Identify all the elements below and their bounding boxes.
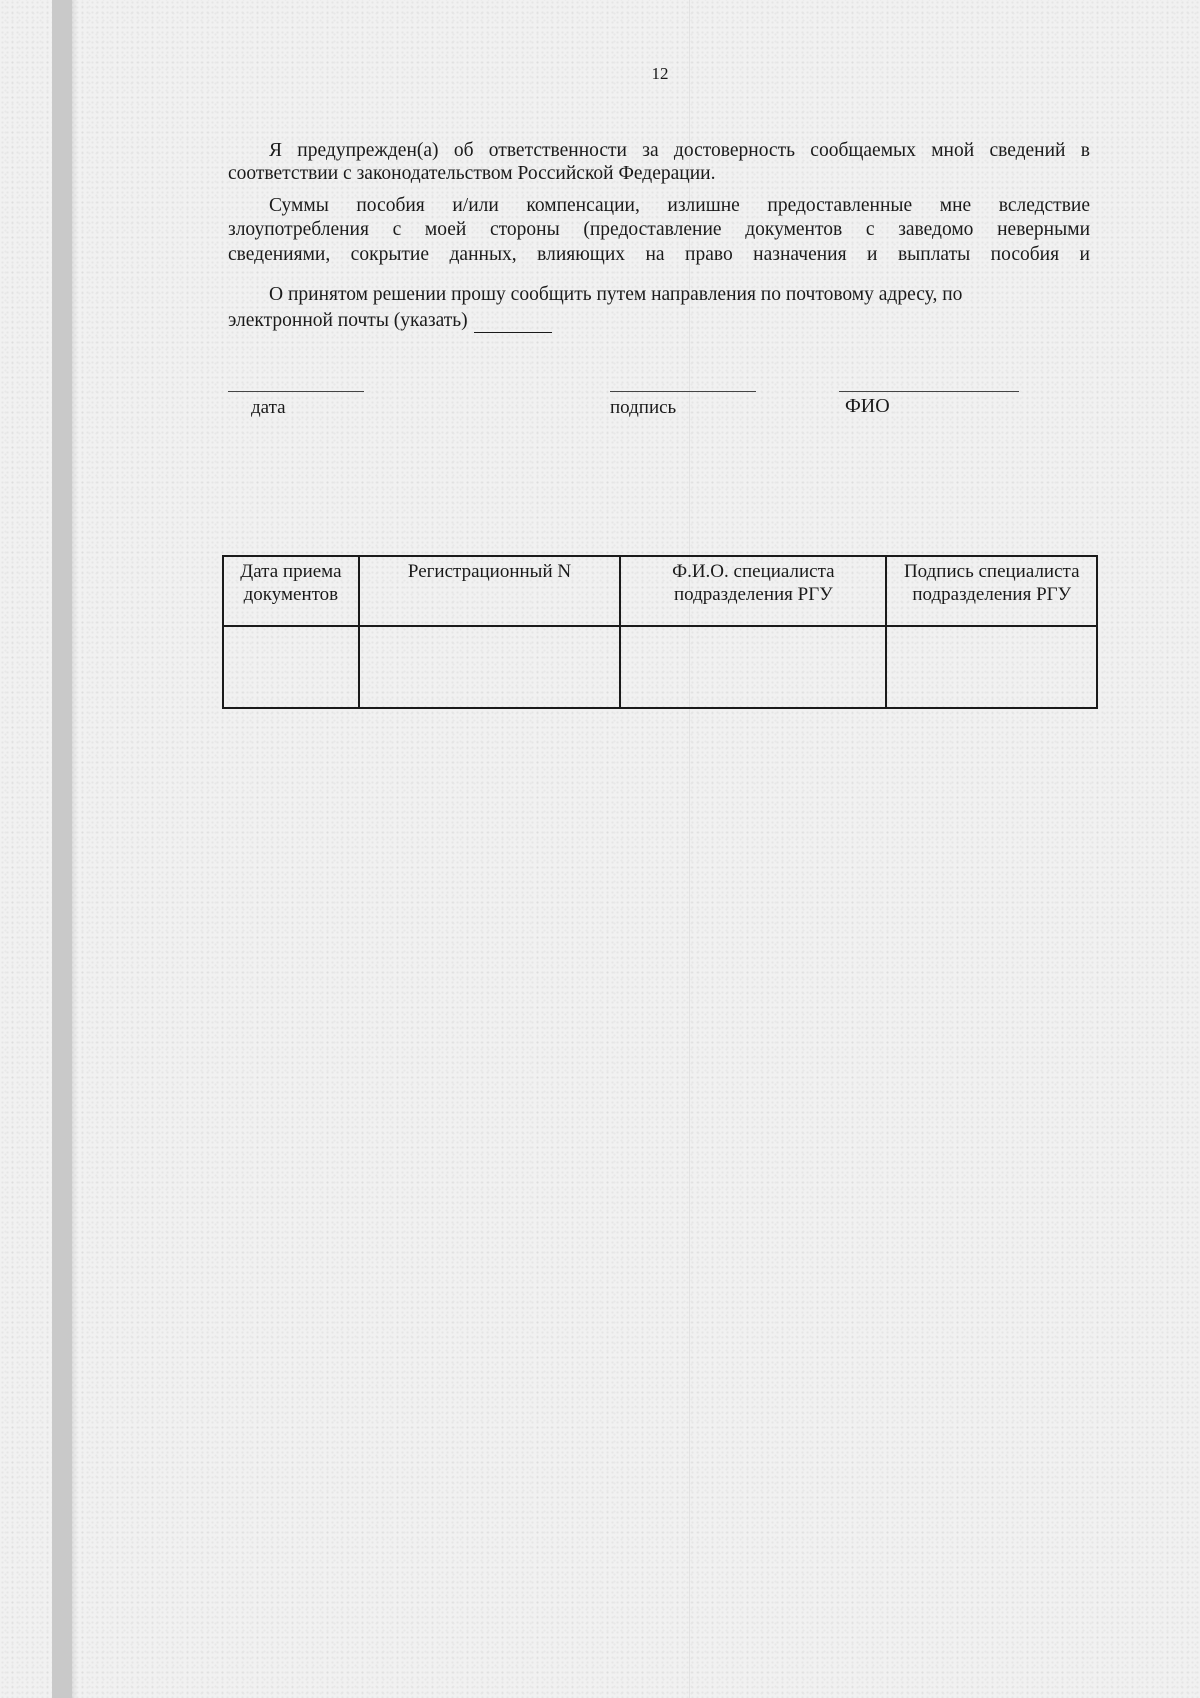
- full-name-label: ФИО: [845, 395, 890, 417]
- email-blank-line[interactable]: [474, 309, 552, 333]
- signature-label: подпись: [610, 397, 677, 418]
- warning-paragraph-line-2: соответствии с законодательством Российской Федерации.: [228, 163, 716, 184]
- page-number: 12: [651, 64, 669, 83]
- header-specialist-signature: [886, 556, 1097, 626]
- specialist-name-cell[interactable]: [620, 626, 886, 708]
- header-registration-number-line-1: Регистрационный N: [407, 561, 572, 582]
- date-label: дата: [251, 397, 286, 418]
- header-specialist-signature-line-1: Подпись специалиста: [903, 561, 1080, 582]
- header-receipt-date: [223, 556, 359, 626]
- registration-table-header-row: [223, 556, 1097, 626]
- table-row: [223, 626, 1097, 708]
- header-specialist-name: [620, 556, 886, 626]
- full-name-signature-line[interactable]: [839, 391, 1019, 392]
- registration-table: [222, 555, 1098, 709]
- date-signature-line[interactable]: [228, 391, 364, 392]
- receipt-date-cell[interactable]: [223, 626, 359, 708]
- header-specialist-name-line-2: подразделения РГУ: [673, 584, 833, 605]
- notify-paragraph-text: электронной почты (указать): [228, 310, 468, 331]
- notify-paragraph-line-2: [228, 309, 1090, 333]
- registration-number-cell[interactable]: [359, 626, 620, 708]
- sums-paragraph-line-1: Суммы пособия и/или компенсации, излишне предоставленные мне вследствие: [269, 195, 1090, 216]
- scan-binding-shadow: [72, 0, 78, 1698]
- header-specialist-signature-line-2: подразделения РГУ: [912, 584, 1072, 605]
- header-receipt-date-line-2: документов: [243, 584, 339, 605]
- header-specialist-name-line-1: Ф.И.О. специалиста: [672, 561, 835, 582]
- sums-paragraph-line-3: сведениями, сокрытие данных, влияющих на право назначения и выплаты пособия и: [228, 244, 1090, 265]
- notify-paragraph-line-1: О принятом решении прошу сообщить путем направления по почтовому адресу, по: [269, 284, 963, 305]
- scan-binding-strip: [52, 0, 72, 1698]
- signature-line[interactable]: [610, 391, 756, 392]
- warning-paragraph-line-1: Я предупрежден(а) об ответственности за достоверность сообщаемых мной сведений в: [269, 140, 1090, 161]
- header-registration-number: [359, 556, 620, 626]
- sums-paragraph-line-2: злоупотребления с моей стороны (предоставление документов с заведомо неверными: [228, 219, 1090, 240]
- specialist-signature-cell[interactable]: [886, 626, 1097, 708]
- header-receipt-date-line-1: Дата приема: [240, 561, 342, 582]
